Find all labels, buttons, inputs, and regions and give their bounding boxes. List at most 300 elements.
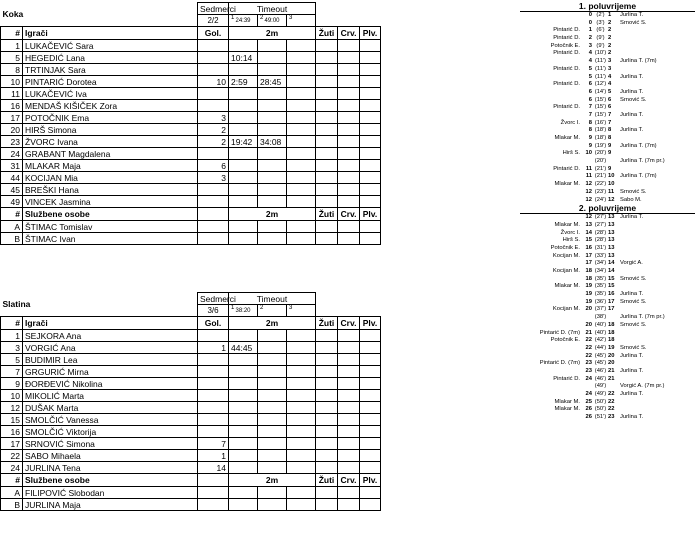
home-score: 7: [588, 111, 592, 118]
suspension-2: [258, 196, 287, 208]
event-minute: (19'): [594, 142, 607, 149]
header-blue: Plv.: [360, 317, 381, 330]
away-score: 22: [608, 391, 615, 397]
timeout-cell: [258, 305, 287, 317]
suspension-3: [287, 366, 316, 378]
away-score: 22: [608, 398, 615, 405]
away-score: 5: [608, 88, 612, 95]
yellow-card: [316, 40, 338, 52]
player-number: 8: [1, 64, 23, 76]
timeline-event: [520, 135, 696, 143]
away-score: 2: [608, 50, 612, 57]
timeline-event: [520, 74, 696, 82]
timeout-index: 2: [260, 15, 264, 21]
home-score: 20: [585, 321, 592, 328]
half1-title: [520, 2, 695, 12]
yellow-card: [316, 160, 338, 172]
red-card: [338, 450, 360, 462]
header-goals: Gol.: [198, 317, 229, 330]
away-score: 23: [608, 414, 615, 421]
player-name: TRTINJAK Sara: [23, 64, 198, 76]
blank-cell: [198, 221, 229, 233]
player-goals: 14: [198, 462, 229, 474]
suspension-3: [287, 450, 316, 462]
event-minute: (3'): [596, 19, 605, 26]
event-minute: (6'): [596, 27, 605, 34]
home-score: 13: [585, 221, 592, 228]
suspension-2: [258, 366, 287, 378]
official-code: A: [1, 487, 23, 499]
suspension-1: [229, 148, 258, 160]
suspension-1: 2:59: [229, 76, 258, 88]
player-number: 12: [1, 402, 23, 414]
red-card: [338, 354, 360, 366]
suspension-2: [258, 354, 287, 366]
red-card: [338, 426, 360, 438]
suspension-3: [287, 342, 316, 354]
timeline-event: [520, 120, 696, 128]
player-number: 17: [1, 112, 23, 124]
home-score: 8: [588, 127, 592, 134]
blank-cell: [258, 487, 287, 499]
suspension-2: [258, 184, 287, 196]
team-home-table: [0, 2, 381, 245]
away-score: 15: [608, 283, 615, 290]
timeline-event: [520, 306, 696, 314]
player-name: PINTARIĆ Dorotea: [23, 76, 198, 88]
player-number: 11: [1, 88, 23, 100]
timeline-event: [520, 112, 696, 120]
red-card: [338, 414, 360, 426]
red-card: [338, 366, 360, 378]
timeout-cell: [229, 15, 258, 27]
player-number: 23: [1, 136, 23, 148]
timeline-event: [520, 291, 696, 299]
home-scorer: Pintarić D.: [553, 50, 580, 57]
home-score: 0: [588, 12, 592, 18]
home-scorer: Pintarić D.: [553, 35, 580, 42]
player-goals: 2: [198, 124, 229, 136]
player-row: [1, 196, 381, 208]
yellow-card: [316, 390, 338, 402]
home-score: 6: [588, 88, 592, 95]
away-scorer: Srnović S.: [620, 275, 647, 282]
away-score: 19: [608, 344, 615, 351]
away-score: 8: [608, 135, 612, 141]
away-scorer: Jurlina T.: [620, 73, 644, 80]
home-score: 6: [588, 96, 592, 103]
timeline-event: [520, 58, 696, 66]
event-minute: (15'): [594, 104, 607, 111]
home-score: 26: [585, 406, 592, 413]
player-number: 9: [1, 378, 23, 390]
header-yellow: Žuti: [316, 317, 338, 330]
suspension-3: [287, 354, 316, 366]
yellow-card: [316, 64, 338, 76]
blank-cell: [287, 221, 316, 233]
event-minute: (34'): [594, 260, 607, 267]
yellow-card: [316, 124, 338, 136]
red-card: [338, 52, 360, 64]
event-minute: (23'): [594, 188, 607, 195]
player-goals: 10: [198, 76, 229, 88]
blue-card: [360, 196, 381, 208]
blank-cell: [258, 499, 287, 511]
suspension-2: [258, 52, 287, 64]
away-score: 20: [608, 352, 615, 359]
event-minute: (36'): [594, 298, 607, 305]
yellow-card: [316, 378, 338, 390]
player-goals: [198, 378, 229, 390]
home-score: 11: [585, 173, 592, 180]
player-goals: [198, 426, 229, 438]
player-goals: [198, 40, 229, 52]
yellow-card: [316, 112, 338, 124]
red-card: [338, 233, 360, 245]
away-score: 9: [608, 150, 612, 157]
player-goals: 1: [198, 342, 229, 354]
away-score: 7: [608, 111, 612, 118]
suspension-1: [229, 196, 258, 208]
event-minute: (33'): [594, 252, 607, 259]
player-goals: [198, 196, 229, 208]
timeline-event: [520, 368, 696, 376]
player-goals: 7: [198, 438, 229, 450]
away-score: 9: [608, 142, 612, 149]
timeout-label: Timeout: [229, 3, 316, 15]
player-name: KOCIJAN Mia: [23, 172, 198, 184]
blue-card: [360, 52, 381, 64]
suspension-2: [258, 88, 287, 100]
timeout-time: 24:39: [235, 18, 251, 24]
red-card: [338, 88, 360, 100]
timeline-event: [520, 345, 696, 353]
away-score: 13: [608, 229, 615, 236]
event-minute: (49'): [594, 383, 607, 390]
away-score: 13: [608, 252, 615, 259]
event-minute: (35'): [594, 283, 607, 290]
yellow-card: [316, 221, 338, 233]
timeout-index: 1: [231, 15, 235, 21]
event-minute: (18'): [594, 135, 607, 141]
timeline-event: [520, 166, 696, 174]
red-card: [338, 378, 360, 390]
timeline-event: [520, 222, 696, 230]
player-name: ĐORĐEVIĆ Nikolina: [23, 378, 198, 390]
timeline-event: [520, 337, 696, 345]
header-red: Crv.: [338, 27, 360, 40]
event-minute: (35'): [594, 291, 607, 298]
away-score: 13: [608, 244, 615, 251]
away-scorer: Jurlina T.: [620, 367, 644, 374]
home-score: 20: [585, 306, 592, 313]
official-row: [1, 221, 381, 233]
suspension-1: [229, 426, 258, 438]
player-name: GRABANT Magdalena: [23, 148, 198, 160]
suspension-2: [258, 402, 287, 414]
official-name: ŠTIMAC Tomislav: [23, 221, 198, 233]
timeline-event: [520, 276, 696, 284]
blue-card: [360, 462, 381, 474]
away-score: 3: [608, 65, 612, 72]
blank-cell: [229, 487, 258, 499]
suspension-2: [258, 390, 287, 402]
yellow-card: [316, 402, 338, 414]
blue-card: [360, 354, 381, 366]
blue-card: [360, 136, 381, 148]
player-goals: 2: [198, 136, 229, 148]
event-minute: (9'): [596, 42, 605, 49]
yellow-card: [316, 354, 338, 366]
suspension-1: [229, 88, 258, 100]
half2-rows: [520, 214, 696, 422]
timeline-event: [520, 127, 696, 135]
blue-card: [360, 76, 381, 88]
home-score: 6: [588, 81, 592, 88]
player-row: [1, 378, 381, 390]
away-score: 22: [608, 406, 615, 413]
suspension-1: [229, 390, 258, 402]
suspension-2: [258, 378, 287, 390]
player-row: [1, 100, 381, 112]
suspension-2: [258, 124, 287, 136]
player-row: [1, 148, 381, 160]
suspension-3: [287, 40, 316, 52]
blank-cell: [316, 305, 381, 317]
sedmerci-label: Sedmerci: [198, 293, 229, 305]
sedmerci-value: 3/6: [198, 305, 229, 317]
event-minute: (46'): [594, 367, 607, 374]
timeline-event: [520, 353, 696, 361]
away-scorer: Jurlina T.: [620, 88, 644, 95]
red-card: [338, 136, 360, 148]
event-minute: (49'): [594, 391, 607, 397]
home-scorer: Mlakar M.: [554, 221, 580, 228]
player-goals: [198, 64, 229, 76]
officials-header-yellow: Žuti: [316, 474, 338, 487]
event-minute: (10'): [594, 50, 607, 57]
event-minute: (50'): [594, 398, 607, 405]
away-score: 18: [608, 329, 615, 336]
event-minute: (35'): [594, 275, 607, 282]
blue-card: [360, 160, 381, 172]
player-name: VORGIĆ Ana: [23, 342, 198, 354]
home-score: 23: [585, 360, 592, 367]
suspension-1: [229, 100, 258, 112]
home-scorer: Mlakar M.: [554, 406, 580, 413]
home-score: 19: [585, 298, 592, 305]
suspension-1: [229, 172, 258, 184]
away-scorer: Srnović S.: [620, 19, 647, 26]
player-goals: [198, 390, 229, 402]
player-number: 22: [1, 450, 23, 462]
away-scorer: Srnović S.: [620, 298, 647, 305]
blank-cell: [316, 293, 381, 305]
home-scorer: Kocijan M.: [552, 252, 580, 259]
suspension-1: 10:14: [229, 52, 258, 64]
blank-cell: [316, 3, 381, 15]
home-scorer: Mlakar M.: [554, 181, 580, 188]
timeout-time: 38:20: [235, 308, 251, 314]
timeline-event: [520, 181, 696, 189]
home-scorer: Kocijan M.: [552, 268, 580, 274]
officials-header-label: Službene osobe: [23, 208, 198, 221]
blank-cell: [198, 499, 229, 511]
home-score: 12: [585, 188, 592, 195]
timeline-event: [520, 20, 696, 28]
official-row: [1, 487, 381, 499]
home-score: 5: [588, 73, 592, 80]
red-card: [338, 112, 360, 124]
red-card: [338, 438, 360, 450]
event-minute: (31'): [594, 244, 607, 251]
blank-cell: [198, 487, 229, 499]
timeline-event: [520, 237, 696, 245]
yellow-card: [316, 76, 338, 88]
player-number: 17: [1, 438, 23, 450]
event-minute: (22'): [594, 181, 607, 188]
timeline-event: [520, 50, 696, 58]
suspension-1: [229, 462, 258, 474]
timeline-event: [520, 330, 696, 338]
red-card: [338, 487, 360, 499]
timeline-event: [520, 230, 696, 238]
away-score: 14: [608, 260, 615, 267]
player-number: 24: [1, 148, 23, 160]
timeline-event: [520, 406, 696, 414]
officials-header-blue: Plv.: [360, 208, 381, 221]
official-code: B: [1, 499, 23, 511]
event-minute: (20'): [594, 158, 607, 165]
blue-card: [360, 366, 381, 378]
timeout-cell: [258, 15, 287, 27]
header-goals: Gol.: [198, 27, 229, 40]
suspension-3: [287, 196, 316, 208]
suspension-2: [258, 160, 287, 172]
timeout-cell: [287, 305, 316, 317]
yellow-card: [316, 426, 338, 438]
half1-title-text: 1. poluvrijeme: [578, 1, 637, 11]
away-scorer: Jurlina T.: [620, 352, 644, 359]
blank-cell: [229, 233, 258, 245]
player-goals: [198, 184, 229, 196]
suspension-2: 34:08: [258, 136, 287, 148]
event-minute: (50'): [594, 406, 607, 413]
player-goals: 1: [198, 450, 229, 462]
player-number: 16: [1, 426, 23, 438]
away-score: 8: [608, 127, 612, 134]
team-name: Koka: [1, 3, 198, 27]
home-score: 12: [585, 196, 592, 203]
player-goals: [198, 402, 229, 414]
red-card: [338, 462, 360, 474]
player-row: [1, 172, 381, 184]
home-scorer: Pintarić D.: [553, 81, 580, 88]
home-score: 12: [585, 181, 592, 188]
timeout-time: 49:00: [264, 18, 280, 24]
officials-header-two-min: 2m: [229, 474, 316, 487]
home-score: 18: [585, 268, 592, 274]
away-score: 14: [608, 268, 615, 274]
suspension-1: [229, 40, 258, 52]
suspension-2: [258, 462, 287, 474]
timeout-index: 1: [231, 305, 235, 311]
home-scorer: Potočnik E.: [550, 244, 580, 251]
home-scorer: Kocijan M.: [552, 306, 580, 313]
timeline-event: [520, 268, 696, 276]
officials-header-num: #: [1, 474, 23, 487]
suspension-2: [258, 426, 287, 438]
event-minute: (16'): [594, 119, 607, 126]
away-score: 2: [608, 42, 612, 49]
home-score: 22: [585, 337, 592, 344]
away-score: 11: [608, 188, 615, 195]
away-score: 1: [608, 12, 612, 18]
suspension-1: [229, 366, 258, 378]
red-card: [338, 342, 360, 354]
player-number: 16: [1, 100, 23, 112]
home-scorer: Pintarić D.: [553, 104, 580, 111]
blank-cell: [287, 499, 316, 511]
home-score: 25: [585, 398, 592, 405]
away-score: 18: [608, 337, 615, 344]
home-score: 12: [585, 214, 592, 221]
half2-title-text: 2. poluvrijeme: [578, 203, 637, 214]
away-score: 6: [608, 96, 612, 103]
player-number: 5: [1, 354, 23, 366]
timeline-event: [520, 97, 696, 105]
official-name: JURLINA Maja: [23, 499, 198, 511]
red-card: [338, 196, 360, 208]
yellow-card: [316, 414, 338, 426]
player-row: [1, 402, 381, 414]
blue-card: [360, 112, 381, 124]
player-number: 5: [1, 52, 23, 64]
player-goals: [198, 148, 229, 160]
officials-header-two-min: 2m: [229, 208, 316, 221]
player-number: 31: [1, 160, 23, 172]
home-score: 18: [585, 275, 592, 282]
suspension-1: 19:42: [229, 136, 258, 148]
player-goals: 3: [198, 112, 229, 124]
header-two-min: 2m: [229, 27, 316, 40]
home-score: 9: [588, 142, 592, 149]
player-name: POTOČNIK Ema: [23, 112, 198, 124]
blue-card: [360, 499, 381, 511]
player-row: [1, 40, 381, 52]
official-code: A: [1, 221, 23, 233]
timeout-cell: [229, 305, 258, 317]
suspension-2: [258, 330, 287, 342]
officials-header-red: Crv.: [338, 208, 360, 221]
blue-card: [360, 414, 381, 426]
player-name: HIRŠ Simona: [23, 124, 198, 136]
blank-cell: [229, 221, 258, 233]
player-number: 7: [1, 366, 23, 378]
yellow-card: [316, 136, 338, 148]
home-scorer: Pintarić D.: [553, 65, 580, 72]
yellow-card: [316, 450, 338, 462]
event-minute: (27'): [594, 221, 607, 228]
blank-cell: [316, 15, 381, 27]
event-minute: (24'): [594, 196, 607, 203]
away-score: 2: [608, 35, 612, 42]
away-scorer: Sabo M.: [620, 196, 642, 203]
player-number: 49: [1, 196, 23, 208]
home-score: 3: [588, 42, 592, 49]
timeline-event: [520, 104, 696, 112]
half1-rows: [520, 12, 696, 204]
